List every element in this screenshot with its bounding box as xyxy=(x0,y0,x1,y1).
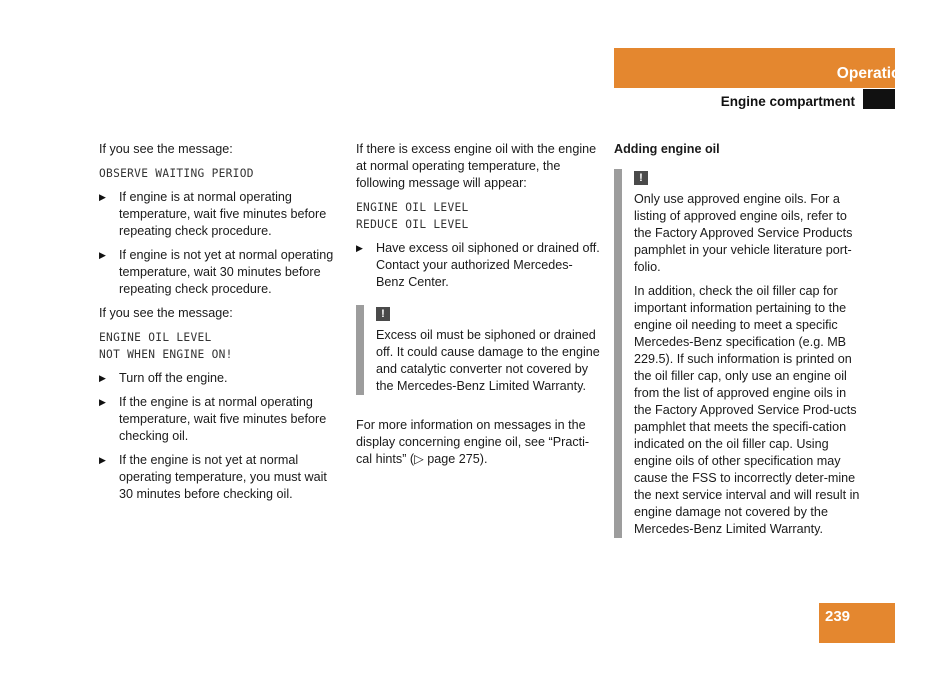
section-heading: Adding engine oil xyxy=(614,142,720,156)
warning-text: Only use approved engine oils. For a listing of approved engine oils, refer to the Factory Approved Service Products pamphlet in your vehicle literature port-folio. xyxy=(634,192,853,274)
warning-stripe xyxy=(356,305,364,395)
warning-icon: ! xyxy=(376,307,390,321)
subsection-title: Engine compartment xyxy=(720,94,855,109)
intro-text: If you see the message: xyxy=(99,142,233,156)
display-message: ENGINE OIL LEVEL NOT WHEN ENGINE ON! xyxy=(99,331,233,361)
bullet-arrow-icon: ▶ xyxy=(99,397,106,407)
warning-text: In addition, check the oil filler cap for important information pertaining to the engine oil needing to meet a specific Mercedes-Benz specification (e.g. MB 229.5). If such information is printed on the oil filler cap, only use an engine oil from the list of approved engine oils in the Factory Approved Service Prod-ucts pamphlet that meets the specifi-cation indicated on the oil filler cap. Using engine oils of other specification may cause the FSS to incorrectly deter-mine the next service interval and will result in engine damage not covered by the Mercedes-Benz Limited Warranty. xyxy=(634,284,860,536)
more-info-text: For more information on messages in the display concerning engine oil, see “Practi-cal hints” (▷ page 275). xyxy=(356,418,590,466)
subsection-marker xyxy=(863,89,895,109)
list-item: ▶ If the engine is at normal operating temperature, wait five minutes before checking oil. xyxy=(99,395,327,443)
list-item: ▶ If the engine is not yet at normal operating temperature, you must wait 30 minutes before checking oil. xyxy=(99,453,327,501)
section-title: Operation xyxy=(836,65,910,82)
list-item: ▶ If engine is not yet at normal operating temperature, wait 30 minutes before repeating check procedure. xyxy=(99,248,334,296)
bullet-arrow-icon: ▶ xyxy=(99,192,106,202)
column-middle xyxy=(356,141,601,475)
warning-icon: ! xyxy=(634,171,648,185)
bullet-arrow-icon: ▶ xyxy=(99,455,106,465)
list-item: ▶ If engine is at normal operating temperature, wait five minutes before repeating check procedure. xyxy=(99,190,327,238)
column-left xyxy=(99,141,344,510)
intro-text: If there is excess engine oil with the engine at normal operating temperature, the following message will appear: xyxy=(356,142,597,190)
warning-text: Excess oil must be siphoned or drained off. It could cause damage to the engine and catalytic converter not covered by the Mercedes-Benz Limited Warranty. xyxy=(376,328,600,393)
warning-box xyxy=(614,169,864,538)
bullet-arrow-icon: ▶ xyxy=(356,243,363,253)
bullet-arrow-icon: ▶ xyxy=(99,250,106,260)
intro-text: If you see the message: xyxy=(99,306,233,320)
display-message: OBSERVE WAITING PERIOD xyxy=(99,167,254,180)
bullet-arrow-icon: ▶ xyxy=(99,373,106,383)
page-number: 239 xyxy=(825,608,851,625)
column-right xyxy=(614,141,864,560)
display-message: ENGINE OIL LEVEL REDUCE OIL LEVEL xyxy=(356,201,469,231)
list-item: ▶ Turn off the engine. xyxy=(99,371,228,385)
list-item: ▶ Have excess oil siphoned or drained off. Contact your authorized Mercedes-Benz Center. xyxy=(356,241,600,289)
warning-box xyxy=(356,305,601,395)
warning-stripe xyxy=(614,169,622,538)
